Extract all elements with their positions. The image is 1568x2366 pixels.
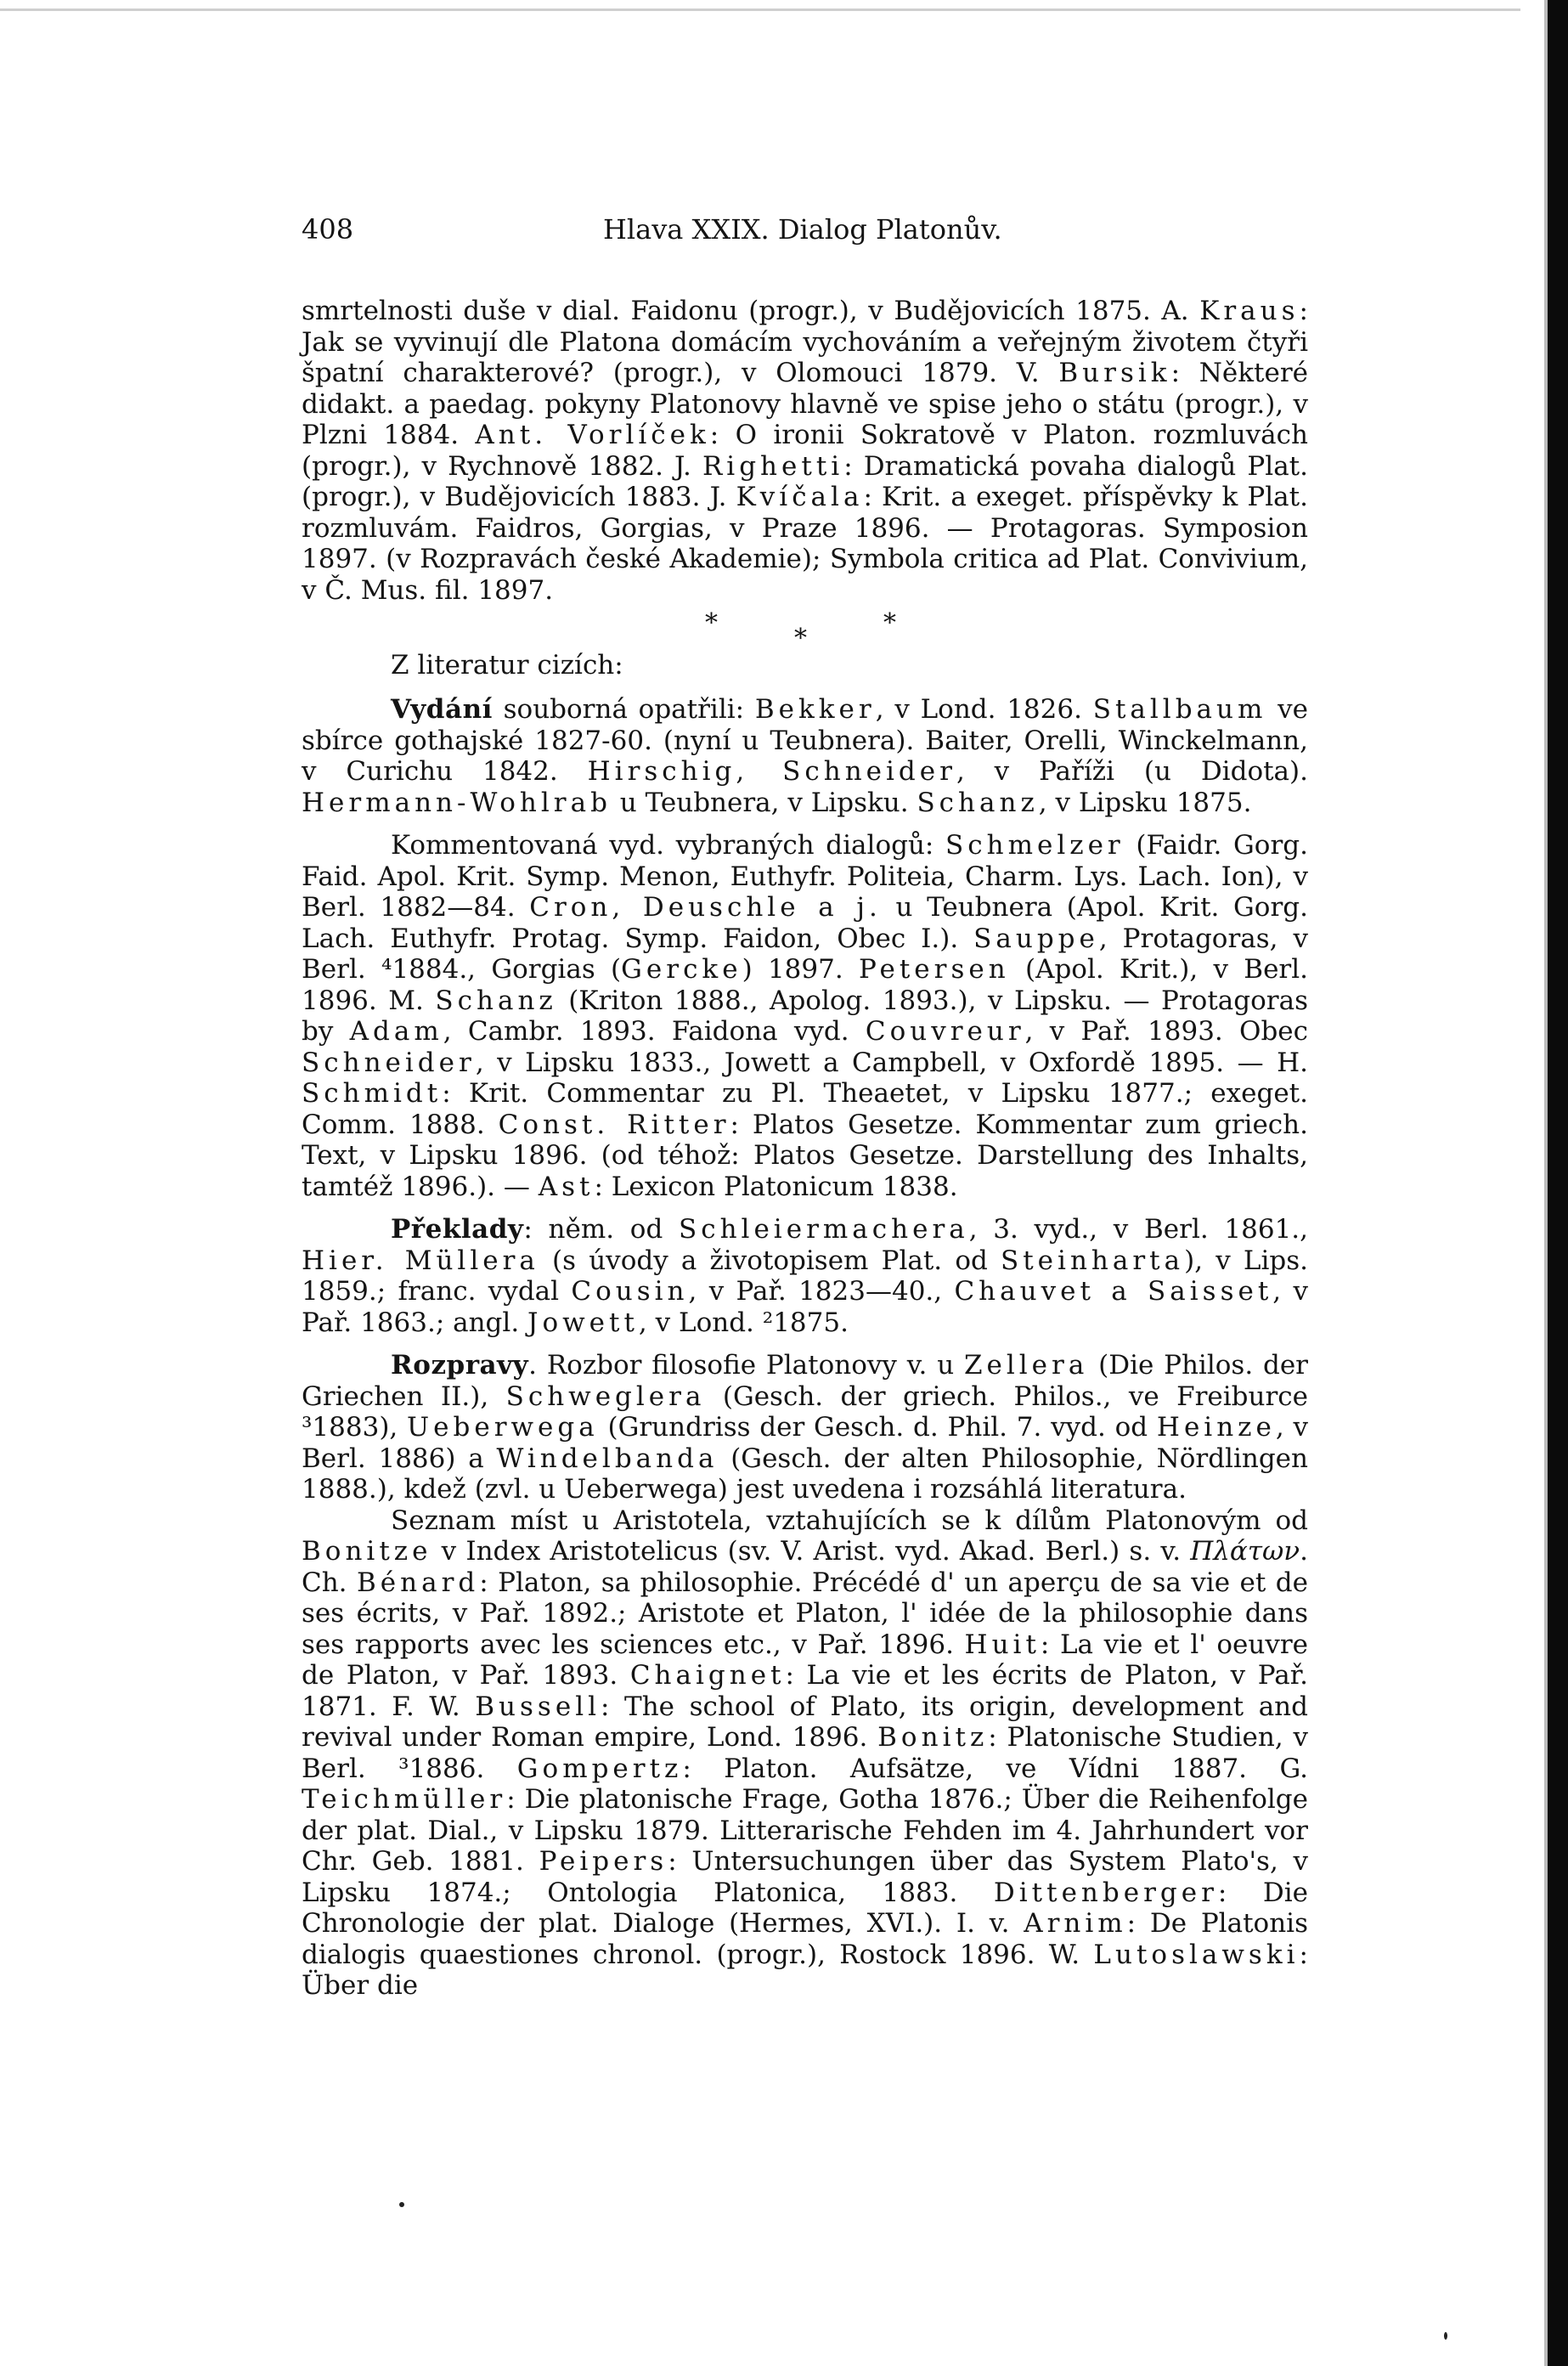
text-run: , v Paříži (u Didota). — [956, 756, 1308, 787]
book-page — [302, 212, 1308, 2002]
text-run: Seznam míst u Aristotela, vztahujících se k dílům Platonovým od — [391, 1505, 1308, 1536]
divider-star: * — [705, 608, 718, 638]
author-name: Schleiermachera — [678, 1214, 969, 1245]
text-run: . Rozbor filosofie Platonovy v. u — [528, 1350, 964, 1381]
text-run: smrtelnosti duše v dial. Faidonu (progr.), v Budějovicích 1875. A. — [302, 296, 1200, 326]
text-run: , v Pař. 1823—40., — [688, 1276, 955, 1307]
text-run: ), v Lips. 1859.; franc. vydal — [302, 1245, 1308, 1307]
commented-editions-paragraph — [302, 830, 1308, 1202]
text-run: : Die platonische Frage, Gotha 1876.; Über die Reihenfolge der plat. Dial., v Lipsku 1879. Litterarische Fehden im 4. Jahrhundert vor Chr. Geb. 1881. — [302, 1784, 1308, 1877]
author-name: Schneider — [302, 1047, 476, 1078]
text-run: : Platonische Studien, v Berl. ³1886. — [302, 1722, 1308, 1784]
text-run: (Grundriss der Gesch. d. Phil. 7. vyd. od — [598, 1412, 1157, 1443]
text-run: , v Lipsku 1875. — [1038, 787, 1252, 818]
text-run: : The school of Plato, its origin, development and revival under Roman empire, Lond. 1896. — [302, 1691, 1308, 1753]
paragraph-label: Překlady — [391, 1214, 524, 1245]
author-name: Cousin — [571, 1276, 689, 1307]
running-head — [302, 212, 1308, 260]
author-name: Windelbanda — [496, 1443, 719, 1474]
body-text — [302, 296, 1308, 2002]
author-name: Schmelzer — [945, 830, 1125, 861]
author-name: Teichmüller — [302, 1784, 507, 1815]
text-run: (Die Philos. der Griechen II.), — [302, 1350, 1308, 1412]
text-run: u Teubnera (Apol. Krit. Gorg. Lach. Euthyfr. Protag. Symp. Faidon, Obec I.). — [302, 892, 1308, 954]
author-name: Bekker — [754, 694, 876, 725]
text-run: (Apol. Krit.), v Berl. 1896. M. — [302, 954, 1309, 1016]
author-name: Schweglera — [505, 1381, 706, 1412]
text-run: u Teubnera, v Lipsku. — [611, 787, 917, 818]
author-name: Peipers — [539, 1846, 668, 1877]
author-name: Ast — [538, 1171, 595, 1202]
author-name: Schanz — [435, 985, 557, 1016]
paragraph-label: Vydání — [391, 694, 493, 725]
divider-star: * — [883, 608, 896, 638]
author-name: Righetti — [702, 450, 844, 482]
divider-star: * — [794, 624, 807, 653]
author-name: Lutoslawski — [1093, 1939, 1300, 1970]
text-run: . Ch. — [302, 1536, 1308, 1598]
author-name: Hier. Müllera — [302, 1245, 539, 1276]
author-name: Huit — [964, 1629, 1041, 1660]
treatises-paragraph — [302, 1350, 1308, 1505]
text-run: ve sbírce gothajské 1827‑60. (nyní u Teubnera). Baiter, Orelli, Winckelmann, v Curichu 1842. — [302, 694, 1308, 787]
author-name: Stallbaum — [1092, 694, 1267, 725]
author-name: Const. Ritter — [498, 1109, 730, 1140]
author-name: Hirschig, Schneider — [587, 756, 956, 787]
author-name: Jowett — [527, 1307, 639, 1338]
author-name: Dittenberger — [993, 1877, 1218, 1908]
text-run: ) 1897. — [742, 954, 860, 985]
author-name: Zellera — [963, 1350, 1089, 1381]
author-name: Ueberwega — [407, 1412, 599, 1443]
text-run: : De Platonis dialogis quaestiones chronol. (progr.), Rostock 1896. W. — [302, 1908, 1308, 1970]
text-run: (s úvody a životopisem Plat. od — [539, 1245, 1001, 1276]
text-run: (Gesch. der griech. Philos., ve Freiburce ³1883), — [302, 1381, 1309, 1443]
aristotle-references-paragraph — [302, 1505, 1308, 2002]
author-name: Heinze — [1156, 1412, 1276, 1443]
scan-speck — [1444, 2332, 1447, 2340]
text-run: : La vie et l' oeuvre de Platon, v Pař. 1893. — [302, 1629, 1308, 1691]
author-name: Chauvet a Saisset — [954, 1276, 1273, 1307]
author-name: Sauppe — [973, 923, 1099, 954]
text-run: : Platon, sa philosophie. Précédé d' un aperçu de sa vie et de ses écrits, v Pař. 1892.; Aristote et Platon, l' idée de la philosophie dans ses rapports avec les sciences etc., v Pař. 1896. — [302, 1567, 1308, 1660]
text-run: : Jak se vyvinují dle Platona domácím vychováním a veřejným životem čtyři špatní charakterové? (progr.), v Olomouci 1879. V. — [302, 296, 1308, 388]
text-run: : Über die — [302, 1939, 1308, 2001]
author-name: Schanz — [917, 787, 1039, 818]
text-run: , Protagoras, v Berl. ⁴1884., Gorgias ( — [302, 923, 1308, 985]
author-name: Bonitz — [877, 1722, 989, 1753]
text-run: v Index Aristotelicus (sv. V. Arist. vyd. Akad. Berl.) s. v. — [431, 1536, 1191, 1567]
page-number: 408 — [302, 213, 354, 246]
czech-literature-paragraph — [302, 296, 1308, 606]
text-run: : něm. od — [523, 1214, 679, 1245]
text-run: , 3. vyd., v Berl. 1861., — [968, 1214, 1309, 1245]
editions-paragraph — [302, 694, 1308, 818]
text-run: , v Berl. 1886) a — [302, 1412, 1308, 1474]
author-name: Couvreur — [865, 1016, 1025, 1047]
author-name: Hermann‑Wohlrab — [302, 787, 612, 818]
author-name: Arnim — [1024, 1908, 1127, 1939]
foreign-literature-heading: Z literatur cizích: — [391, 650, 623, 680]
text-run: : Platon. Aufsätze, ve Vídni 1887. G. — [682, 1753, 1308, 1784]
author-name: Bonitze — [302, 1536, 432, 1567]
text-run: (Kriton 1888., Apolog. 1893.), v Lipsku. — Protagoras by — [302, 985, 1308, 1047]
text-run: , v Lond. 1826. — [875, 694, 1093, 725]
text-run: , v Lipsku 1833., Jowett a Campbell, v Oxfordě 1895. — H. — [475, 1047, 1308, 1078]
text-run: souborná opatřili: — [492, 694, 755, 725]
text-run: : Lexicon Platonicum 1838. — [594, 1171, 958, 1202]
author-name: Bursik — [1058, 358, 1171, 388]
author-name: Kvíčala — [736, 482, 864, 512]
text-run: : Některé didakt. a paedag. pokyny Platonovy hlavně ve spise jeho o státu (progr.), v Plzni 1884. — [302, 358, 1308, 450]
text-run: , Cambr. 1893. Faidona vyd. — [443, 1016, 866, 1047]
author-name: Kraus — [1199, 296, 1300, 326]
text-run: : Untersuchungen über das System Plato's, v Lipsku 1874.; Ontologia Platonica, 1883. — [302, 1846, 1308, 1908]
author-name: Cron, Deuschle a j. — [529, 892, 882, 923]
author-name: Gercke — [621, 954, 742, 985]
author-name: Bussell — [475, 1691, 601, 1722]
text-run: : O ironii Sokratově v Platon. rozmluvách (progr.), v Rychnově 1882. J. — [302, 420, 1308, 482]
text-run: : La vie et les écrits de Platon, v Pař. 1871. F. W. — [302, 1660, 1308, 1722]
scan-top-edge — [0, 8, 1520, 11]
running-title: Hlava XXIX. Dialog Platonův. — [603, 213, 1002, 246]
paragraph-label: Rozpravy — [391, 1350, 529, 1381]
text-run: Kommentovaná vyd. vybraných dialogů: — [391, 830, 946, 861]
author-name: Petersen — [859, 954, 1010, 985]
text-run: , v Pař. 1863.; angl. — [302, 1276, 1308, 1338]
text-run: : Die Chronologie der plat. Dialoge (Hermes, XVI.). I. v. — [302, 1877, 1308, 1939]
text-run: : Krit. a exeget. příspěvky k Plat. rozmluvám. Faidros, Gorgias, v Praze 1896. — Protagoras. Symposion 1897. (v Rozpravách české Akademie); Symbola critica ad Plat. Convivium, v Č. Mus. fil. 1897. — [302, 482, 1308, 606]
text-run: (Gesch. der alten Philosophie, Nördlingen 1888.), kdež (zvl. u Ueberwega) jest uvedena i rozsáhlá literatura. — [302, 1443, 1308, 1505]
translations-paragraph — [302, 1214, 1308, 1338]
scan-speck — [399, 2202, 404, 2207]
author-name: Adam — [349, 1016, 443, 1047]
text-run: , v Lond. ²1875. — [638, 1307, 849, 1338]
greek-word: Πλάτων — [1190, 1536, 1300, 1567]
text-run: , v Pař. 1893. Obec — [1024, 1016, 1308, 1047]
author-name: Bénard — [357, 1567, 480, 1598]
text-run: (Faidr. Gorg. Faid. Apol. Krit. Symp. Menon, Euthyfr. Politeia, Charm. Lys. Lach. Ion), v Berl. 1882—84. — [302, 830, 1308, 923]
text-run: : Dramatická povaha dialogů Plat. (progr.), v Budějovicích 1883. J. — [302, 450, 1308, 512]
author-name: Chaignet — [629, 1660, 786, 1691]
section-divider — [302, 608, 1308, 653]
author-name: Gompertz — [516, 1753, 683, 1784]
scan-right-edge — [1548, 0, 1568, 2366]
text-run: : Krit. Commentar zu Pl. Theaetet, v Lipsku 1877.; exeget. Comm. 1888. — [302, 1078, 1308, 1140]
text-run: : Platos Gesetze. Kommentar zum griech. Text, v Lipsku 1896. (od téhož: Platos Gesetze. Darstellung des Inhalts, tamtéž 1896.). — — [302, 1109, 1308, 1202]
author-name: Steinharta — [1000, 1245, 1185, 1276]
author-name: Ant. Vorlíček — [475, 420, 710, 450]
author-name: Schmidt — [302, 1078, 443, 1109]
